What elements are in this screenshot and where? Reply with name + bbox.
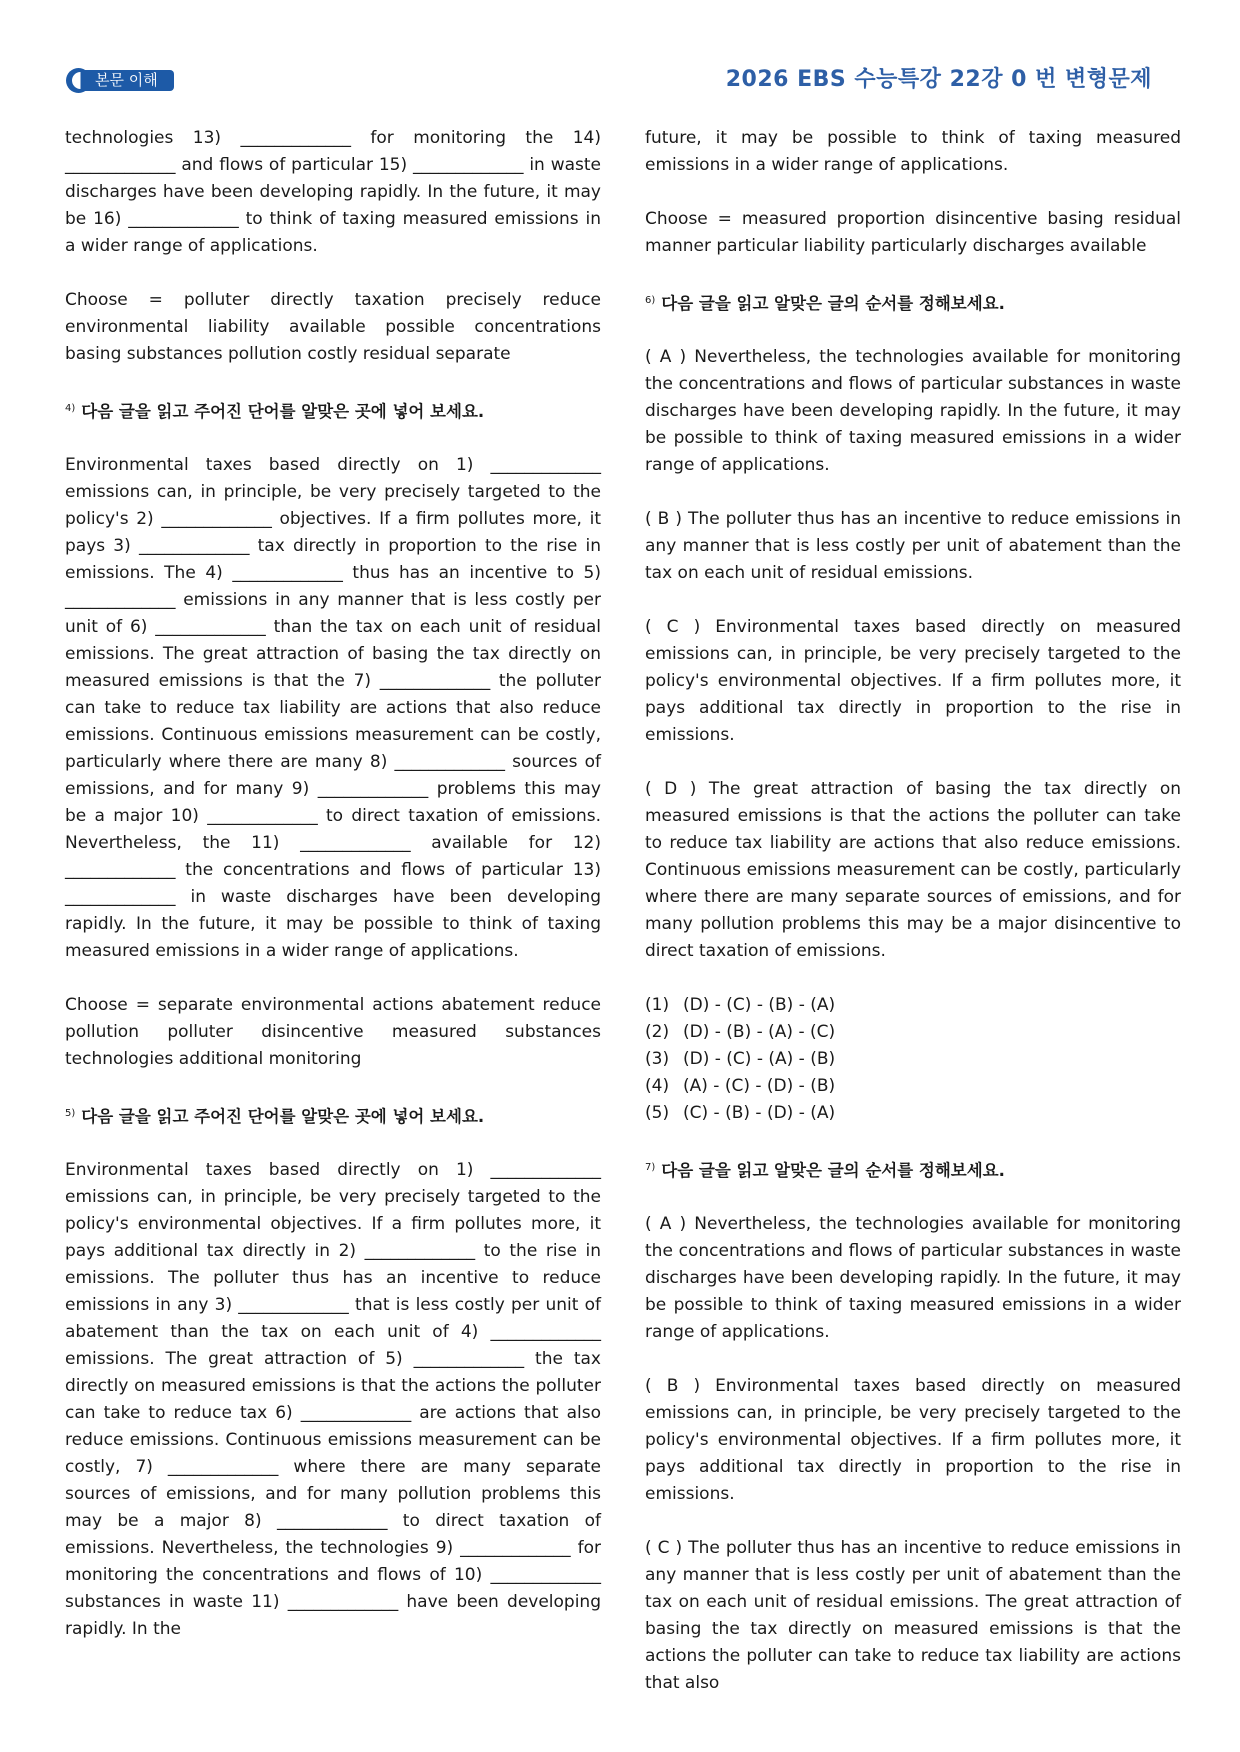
passage-a: ( A ) Nevertheless, the technologies available for monitoring the concentrations and flows of particular substances in waste discharges have been developing rapidly. In the future, it may be possible to think of taxing measured emissions in a wider range of applications.: [645, 347, 1181, 475]
question-7-heading: [645, 1154, 1181, 1184]
question-number: 7): [645, 1162, 656, 1173]
left-column: [65, 125, 601, 1643]
passage-b: ( B ) Environmental taxes based directly on measured emissions can, in principle, be very precisely targeted to the policy's environmental objectives. If a firm pollutes more, it pays additional tax directly in proportion to the rise in emissions.: [645, 1376, 1181, 1504]
passage-c: ( C ) The polluter thus has an incentive to reduce emissions in any manner that is less costly per unit of abatement than the tax on each unit of residual emissions. The great attraction of basing the tax directly on measured emissions is that the actions the polluter can take to reduce tax liability are actions that also: [645, 1538, 1181, 1693]
word-bank: Choose = polluter directly taxation precisely reduce environmental liability available possible concentrations basing substances pollution costly residual separate: [65, 290, 601, 364]
passage-b: ( B ) The polluter thus has an incentive to reduce emissions in any manner that is less costly per unit of abatement than the tax on each unit of residual emissions.: [645, 509, 1181, 583]
continued-passage: future, it may be possible to think of taxing measured emissions in a wider range of applications.: [645, 128, 1181, 175]
word-bank: Choose = measured proportion disincentive basing residual manner particular liability particularly discharges available: [645, 209, 1181, 256]
page-title: 2026 EBS 수능특강 22강 0 번 변형문제: [725, 67, 1152, 92]
passage-d: ( D ) The great attraction of basing the tax directly on measured emissions is that the actions the polluter can take to reduce tax liability are actions that also reduce emissions. Continuous emissions measurement can be costly, particularly where there are many separate sources of emissions, and for many pollution problems this may be a major disincentive to direct taxation of emissions.: [645, 779, 1181, 961]
badge-label: 본문 이해: [95, 71, 158, 89]
option-text: (D) - (B) - (A) - (C): [683, 1022, 836, 1042]
option-number: (1): [645, 995, 670, 1015]
passage-a: ( A ) Nevertheless, the technologies available for monitoring the concentrations and flows of particular substances in waste discharges have been developing rapidly. In the future, it may be possible to think of taxing measured emissions in a wider range of applications.: [645, 1214, 1181, 1342]
continued-passage: technologies 13) _____________ for monitoring the 14) _____________ and flows of particular 15) _____________ in waste discharges have been developing rapidly. In the future, it may be 16) _____________ to think of taxing measured emissions in a wider range of applications.: [65, 128, 601, 256]
passage-c: ( C ) Environmental taxes based directly on measured emissions can, in principle, be very precisely targeted to the policy's environmental objectives. If a firm pollutes more, it pays additional tax directly in proportion to the rise in emissions.: [645, 617, 1181, 745]
right-column: [645, 125, 1181, 1697]
question-number: 4): [65, 403, 76, 414]
option-number: (5): [645, 1103, 670, 1123]
question-prompt: 다음 글을 읽고 주어진 단어를 알맞은 곳에 넣어 보세요.: [81, 1107, 485, 1126]
answer-option[interactable]: [645, 1073, 1181, 1100]
answer-option[interactable]: [645, 1046, 1181, 1073]
option-text: (C) - (B) - (D) - (A): [683, 1103, 836, 1123]
question-prompt: 다음 글을 읽고 알맞은 글의 순서를 정해보세요.: [661, 294, 1005, 313]
answer-option[interactable]: [645, 992, 1181, 1019]
option-number: (3): [645, 1049, 670, 1069]
question-5-heading: [65, 1100, 601, 1130]
question-6-heading: [645, 287, 1181, 317]
question-4-word-bank: Choose = separate environmental actions abatement reduce pollution polluter disincentive measured substances technologies additional monitoring: [65, 995, 601, 1069]
answer-option[interactable]: [645, 1019, 1181, 1046]
section-badge: [66, 68, 174, 93]
page-header: [0, 0, 1240, 110]
question-number: 5): [65, 1108, 76, 1119]
question-prompt: 다음 글을 읽고 주어진 단어를 알맞은 곳에 넣어 보세요.: [81, 402, 485, 421]
option-number: (4): [645, 1076, 670, 1096]
question-prompt: 다음 글을 읽고 알맞은 글의 순서를 정해보세요.: [661, 1161, 1005, 1180]
option-number: (2): [645, 1022, 670, 1042]
option-text: (A) - (C) - (D) - (B): [683, 1076, 836, 1096]
question-number: 6): [645, 295, 656, 306]
question-4-heading: [65, 395, 601, 425]
question-4-passage: Environmental taxes based directly on 1) _____________ emissions can, in principle, be very precisely targeted to the policy's 2) _____________ objectives. If a firm pollutes more, it pays 3) _____________ tax directly in proportion to the rise in emissions. The 4) _____________ thus has an incentive to 5) _____________ emissions in any manner that is less costly per unit of 6) _____________ than the tax on each unit of residual emissions. The great attraction of basing the tax directly on measured emissions is that the 7) _____________ the polluter can take to reduce tax liability are actions that also reduce emissions. Continuous emissions measurement can be costly, particularly where there are many 8) _____________ sources of emissions, and for many 9) _____________ problems this may be a major 10) _____________ to direct taxation of emissions. Nevertheless, the 11) _____________ available for 12) _____________ the concentrations and flows of particular 13) _____________ in waste discharges have been developing rapidly. In the future, it may be possible to think of taxing measured emissions in a wider range of applications.: [65, 455, 601, 961]
answer-option[interactable]: [645, 1100, 1181, 1127]
option-text: (D) - (C) - (B) - (A): [683, 995, 836, 1015]
question-5-passage: Environmental taxes based directly on 1) _____________ emissions can, in principle, be very precisely targeted to the policy's environmental objectives. If a firm pollutes more, it pays additional tax directly in 2) _____________ to the rise in emissions. The polluter thus has an incentive to reduce emissions in any 3) _____________ that is less costly per unit of abatement than the tax on each unit of 4) _____________ emissions. The great attraction of 5) _____________ the tax directly on measured emissions is that the actions the polluter can take to reduce tax 6) _____________ are actions that also reduce emissions. Continuous emissions measurement can be costly, 7) _____________ where there are many separate sources of emissions, and for many pollution problems this may be a major 8) _____________ to direct taxation of emissions. Nevertheless, the technologies 9) _____________ for monitoring the concentrations and flows of 10) _____________ substances in waste 11) _____________ have been developing rapidly. In the: [65, 1160, 601, 1639]
option-text: (D) - (C) - (A) - (B): [683, 1049, 836, 1069]
